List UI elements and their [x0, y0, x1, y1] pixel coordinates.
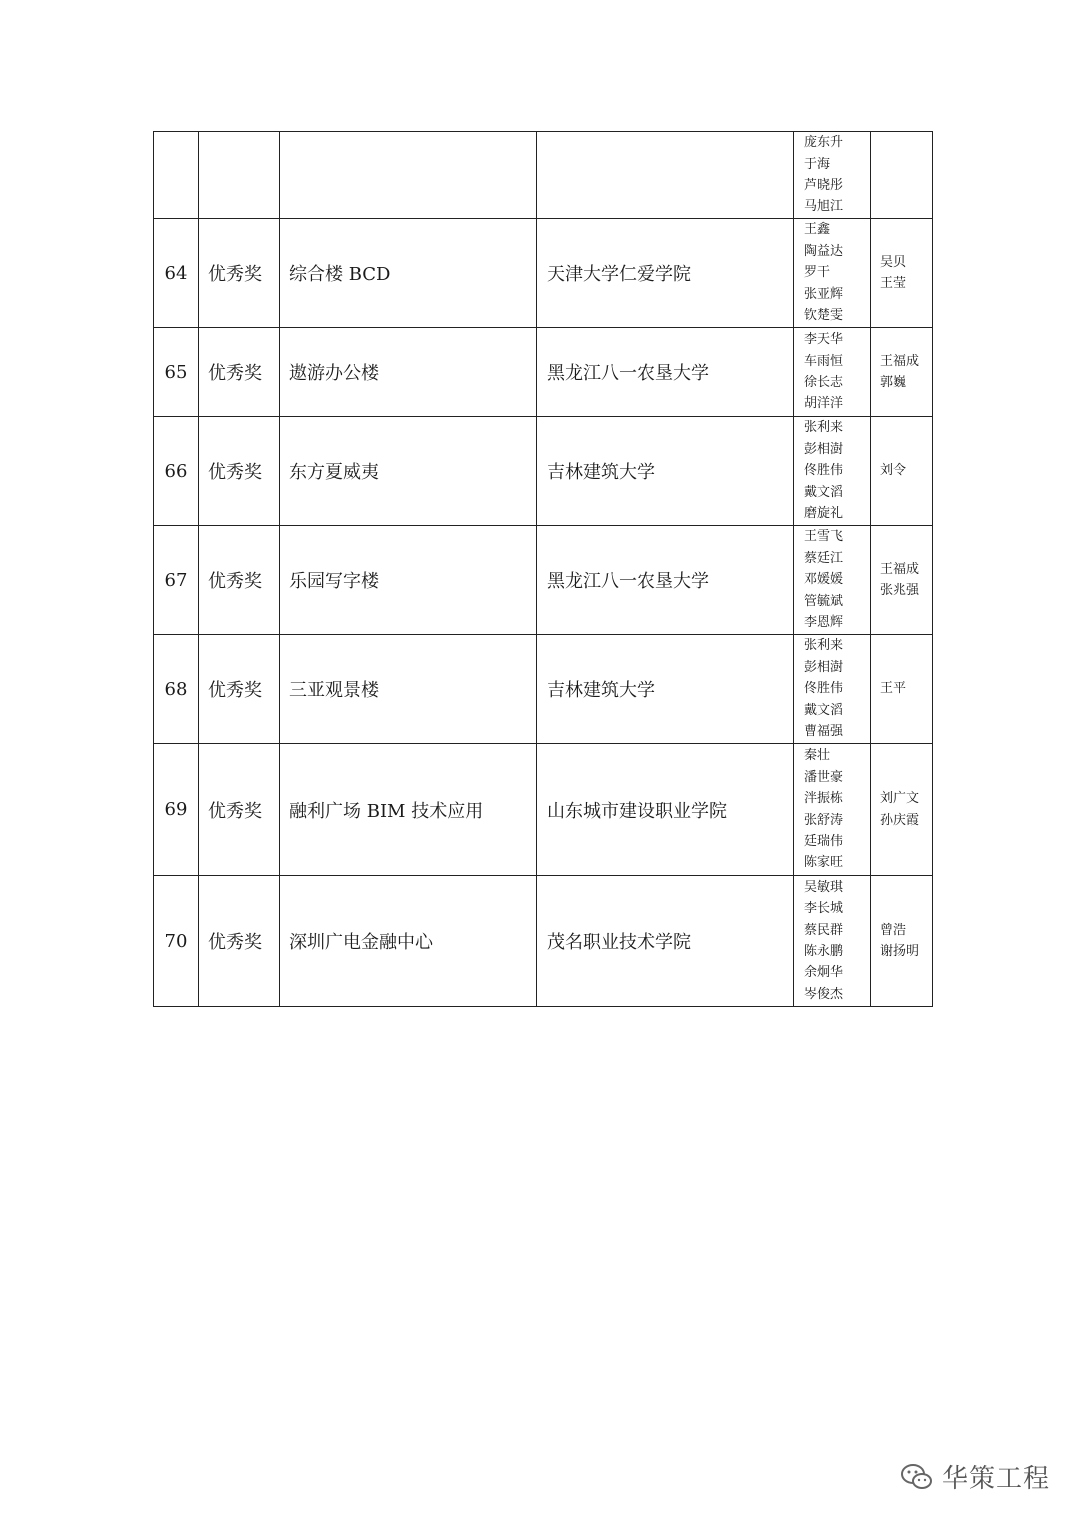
teacher-name: 张兆强 — [880, 583, 920, 598]
table-row — [154, 219, 933, 328]
award-level: 优秀奖 — [199, 876, 280, 1007]
student-name: 芦晓彤 — [804, 178, 844, 193]
teachers-cell — [871, 635, 933, 744]
student-name: 于海 — [804, 156, 831, 172]
row-number: 64 — [154, 219, 199, 328]
award-level: 优秀奖 — [199, 328, 280, 417]
student-name: 罗干 — [804, 265, 831, 281]
students-cell — [794, 744, 871, 876]
student-name: 戴文滔 — [804, 702, 844, 718]
student-name: 陈永鹏 — [804, 944, 844, 959]
award-level — [199, 132, 280, 219]
students-cell — [794, 526, 871, 635]
table-row — [154, 526, 933, 635]
teacher-name: 孙庆霞 — [880, 812, 920, 828]
teacher-name: 吴贝 — [880, 254, 907, 270]
watermark-text: 华策工程 — [942, 1464, 1051, 1494]
students-cell — [794, 876, 871, 1007]
student-name: 李恩辉 — [804, 615, 844, 631]
student-name: 邓媛媛 — [804, 572, 844, 588]
table-row — [154, 876, 933, 1007]
student-name: 王雪飞 — [804, 529, 844, 545]
student-name: 车雨恒 — [804, 353, 844, 369]
student-name: 潘世豪 — [804, 769, 844, 785]
school-name: 茂名职业技术学院 — [537, 876, 794, 1007]
student-name: 张利来 — [804, 638, 844, 654]
student-name: 吴敏琪 — [804, 879, 844, 895]
student-name: 佟胜伟 — [804, 463, 844, 479]
award-level: 优秀奖 — [199, 219, 280, 328]
student-name: 陈家旺 — [804, 855, 844, 871]
school-name: 天津大学仁爱学院 — [537, 219, 794, 328]
wechat-icon — [900, 1462, 934, 1492]
teachers-cell — [871, 744, 933, 876]
project-name: 东方夏威夷 — [280, 417, 537, 526]
student-name: 余炯华 — [804, 965, 844, 981]
students-cell — [794, 328, 871, 417]
student-name: 庞东升 — [804, 135, 844, 151]
student-name: 钦楚雯 — [804, 308, 844, 324]
students-cell — [794, 417, 871, 526]
project-name: 乐园写字楼 — [280, 526, 537, 635]
award-level: 优秀奖 — [199, 635, 280, 744]
student-name: 管毓斌 — [804, 593, 844, 609]
student-name: 戴文滔 — [804, 484, 844, 500]
teacher-name: 郭巍 — [880, 375, 907, 390]
school-name: 吉林建筑大学 — [537, 635, 794, 744]
teachers-cell — [871, 526, 933, 635]
award-level: 优秀奖 — [199, 417, 280, 526]
teacher-name: 王平 — [880, 681, 907, 697]
teacher-name: 刘令 — [880, 463, 907, 479]
school-name: 吉林建筑大学 — [537, 417, 794, 526]
student-name: 岑俊杰 — [804, 986, 844, 1002]
table-row — [154, 744, 933, 876]
student-name: 李天华 — [804, 332, 844, 348]
table-row — [154, 328, 933, 417]
school-name: 黑龙江八一农垦大学 — [537, 328, 794, 417]
student-name: 李长城 — [804, 901, 844, 917]
row-number: 67 — [154, 526, 199, 635]
row-number: 65 — [154, 328, 199, 417]
row-number: 70 — [154, 876, 199, 1007]
row-number — [154, 132, 199, 219]
table-row — [154, 635, 933, 744]
students-cell — [794, 219, 871, 328]
student-name: 磨旋礼 — [804, 506, 844, 522]
student-name: 马旭江 — [804, 199, 844, 215]
student-name: 王鑫 — [804, 222, 831, 238]
student-name: 彭相澍 — [804, 441, 844, 457]
student-name: 徐长志 — [804, 375, 844, 390]
student-name: 佟胜伟 — [804, 681, 844, 697]
student-name: 陶益达 — [804, 243, 844, 259]
project-name: 综合楼 BCD — [280, 219, 537, 328]
teachers-cell — [871, 132, 933, 219]
row-number: 69 — [154, 744, 199, 876]
teacher-name: 王莹 — [880, 276, 907, 291]
student-name: 胡洋洋 — [804, 396, 844, 412]
teacher-name: 王福成 — [880, 561, 920, 577]
award-level: 优秀奖 — [199, 744, 280, 876]
student-name: 张舒涛 — [804, 812, 844, 828]
student-name: 蔡廷江 — [804, 550, 844, 566]
student-name: 蔡民群 — [804, 922, 844, 938]
teachers-cell — [871, 219, 933, 328]
table-row — [154, 132, 933, 219]
student-name: 张亚辉 — [804, 286, 844, 302]
student-name: 彭相澍 — [804, 659, 844, 675]
student-name: 泮振栋 — [804, 791, 844, 807]
school-name: 黑龙江八一农垦大学 — [537, 526, 794, 635]
watermark — [900, 1458, 1050, 1495]
table-row — [154, 417, 933, 526]
teacher-name: 曾浩 — [880, 922, 907, 938]
school-name: 山东城市建设职业学院 — [537, 744, 794, 876]
project-name: 深圳广电金融中心 — [280, 876, 537, 1007]
students-cell — [794, 132, 871, 219]
student-name: 曹福强 — [804, 724, 844, 740]
teachers-cell — [871, 417, 933, 526]
student-name: 秦壮 — [804, 748, 831, 764]
project-name: 遨游办公楼 — [280, 328, 537, 417]
teachers-cell — [871, 328, 933, 417]
students-cell — [794, 635, 871, 744]
school-name — [537, 132, 794, 219]
award-level: 优秀奖 — [199, 526, 280, 635]
teacher-name: 刘广文 — [880, 791, 920, 807]
teacher-name: 王福成 — [880, 353, 920, 369]
row-number: 66 — [154, 417, 199, 526]
student-name: 廷瑞伟 — [804, 833, 844, 849]
teacher-name: 谢扬明 — [880, 944, 920, 959]
row-number: 68 — [154, 635, 199, 744]
teachers-cell — [871, 876, 933, 1007]
student-name: 张利来 — [804, 420, 844, 436]
project-name: 融利广场 BIM 技术应用 — [280, 744, 537, 876]
awards-table — [153, 131, 933, 1007]
project-name — [280, 132, 537, 219]
project-name: 三亚观景楼 — [280, 635, 537, 744]
